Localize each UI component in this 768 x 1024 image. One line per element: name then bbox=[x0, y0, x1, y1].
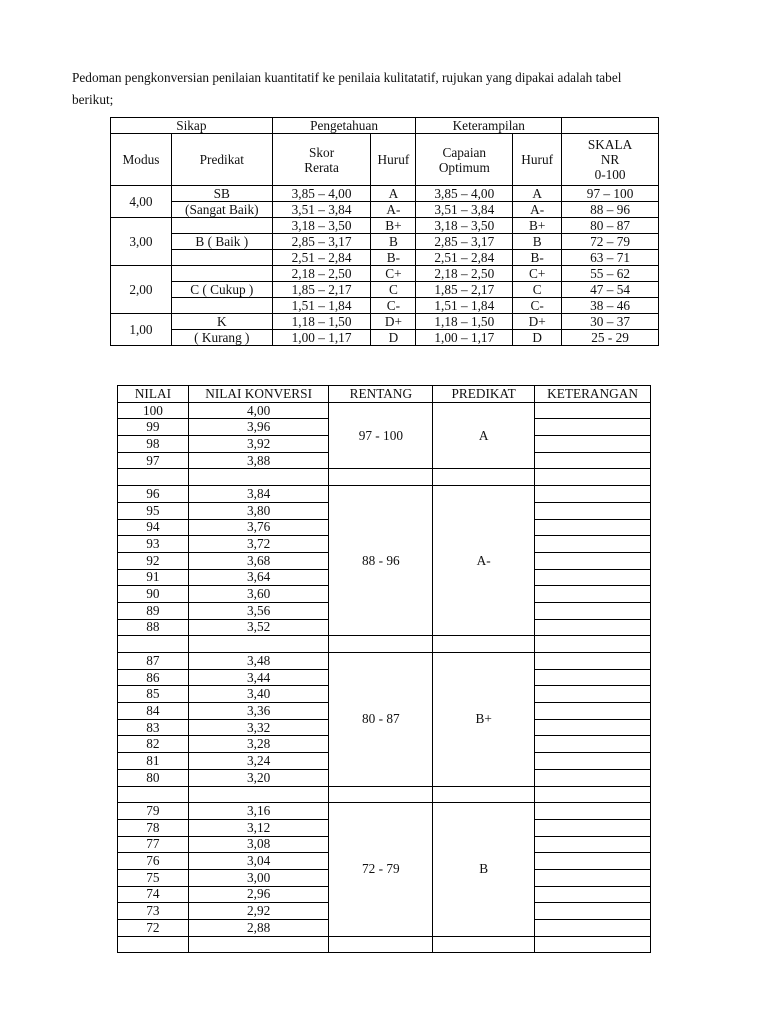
predikat-header: PREDIKAT bbox=[433, 386, 535, 403]
optimum-label: Optimum bbox=[438, 159, 490, 175]
predikat-cell: A bbox=[433, 402, 535, 469]
skor-rerata-header bbox=[272, 134, 371, 186]
skala-label: SKALA bbox=[587, 137, 633, 152]
huruf-cell: B+ bbox=[371, 218, 416, 234]
nilai-konversi-cell bbox=[188, 786, 329, 803]
skor-cell: 1,18 – 1,50 bbox=[272, 314, 371, 330]
rentang-cell: 97 - 100 bbox=[329, 402, 433, 469]
keterangan-cell bbox=[535, 786, 651, 803]
huruf-cell: A- bbox=[371, 202, 416, 218]
rentang-cell bbox=[329, 636, 433, 653]
nilai-konversi-cell: 3,44 bbox=[188, 669, 329, 686]
capaian-cell: 1,85 – 2,17 bbox=[416, 282, 513, 298]
nilai-cell: 72 bbox=[118, 920, 189, 937]
keterangan-cell bbox=[535, 769, 651, 786]
huruf-cell: A bbox=[371, 186, 416, 202]
keterangan-cell bbox=[535, 753, 651, 770]
nilai-konversi-cell: 3,28 bbox=[188, 736, 329, 753]
nilai-konversi-cell: 3,60 bbox=[188, 586, 329, 603]
keterangan-cell bbox=[535, 703, 651, 720]
nilai-konversi-header: NILAI KONVERSI bbox=[188, 386, 329, 403]
nilai-konversi-cell: 3,56 bbox=[188, 602, 329, 619]
keterangan-cell bbox=[535, 402, 651, 419]
nilai-cell: 92 bbox=[118, 552, 189, 569]
nilai-konversi-cell bbox=[188, 936, 329, 953]
huruf-keterampilan-cell: C+ bbox=[513, 266, 562, 282]
predikat-cell bbox=[171, 298, 272, 314]
huruf-keterampilan-cell: C- bbox=[513, 298, 562, 314]
keterangan-cell bbox=[535, 819, 651, 836]
nilai-cell: 83 bbox=[118, 719, 189, 736]
huruf-keterampilan-cell: C bbox=[513, 282, 562, 298]
capaian-cell: 1,18 – 1,50 bbox=[416, 314, 513, 330]
rerata-label: Rerata bbox=[304, 159, 339, 175]
rentang-cell bbox=[329, 469, 433, 486]
nilai-cell: 77 bbox=[118, 836, 189, 853]
nilai-cell: 89 bbox=[118, 602, 189, 619]
skor-cell: 1,00 – 1,17 bbox=[272, 330, 371, 346]
keterangan-cell bbox=[535, 586, 651, 603]
keterangan-cell bbox=[535, 636, 651, 653]
nilai-konversi-cell bbox=[188, 469, 329, 486]
nilai-cell: 96 bbox=[118, 486, 189, 503]
conversion-row bbox=[118, 653, 651, 670]
nilai-konversi-cell: 3,72 bbox=[188, 536, 329, 553]
sikap-header: Sikap bbox=[111, 118, 273, 134]
huruf-cell: B bbox=[371, 234, 416, 250]
nilai-cell: 76 bbox=[118, 853, 189, 870]
rentang-cell bbox=[329, 786, 433, 803]
nilai-konversi-cell: 3,04 bbox=[188, 853, 329, 870]
keterangan-cell bbox=[535, 886, 651, 903]
nilai-cell: 94 bbox=[118, 519, 189, 536]
nilai-konversi-cell: 3,92 bbox=[188, 436, 329, 453]
nilai-cell: 75 bbox=[118, 869, 189, 886]
nilai-cell: 87 bbox=[118, 653, 189, 670]
keterangan-cell bbox=[535, 486, 651, 503]
keterangan-cell bbox=[535, 653, 651, 670]
guideline-row bbox=[111, 314, 659, 330]
keterangan-cell bbox=[535, 719, 651, 736]
skala-cell: 55 – 62 bbox=[562, 266, 659, 282]
keterangan-cell bbox=[535, 686, 651, 703]
predikat-cell bbox=[171, 266, 272, 282]
pengetahuan-header: Pengetahuan bbox=[272, 118, 416, 134]
conversion-row bbox=[118, 486, 651, 503]
skala-cell: 63 – 71 bbox=[562, 250, 659, 266]
keterangan-cell bbox=[535, 536, 651, 553]
nilai-konversi-cell: 2,88 bbox=[188, 920, 329, 937]
nilai-cell: 85 bbox=[118, 686, 189, 703]
capaian-cell: 1,00 – 1,17 bbox=[416, 330, 513, 346]
predikat-cell bbox=[433, 786, 535, 803]
modus-cell: 2,00 bbox=[111, 266, 172, 314]
nilai-cell: 91 bbox=[118, 569, 189, 586]
nilai-cell bbox=[118, 636, 189, 653]
nilai-cell: 74 bbox=[118, 886, 189, 903]
skala-cell: 47 – 54 bbox=[562, 282, 659, 298]
keterangan-cell bbox=[535, 836, 651, 853]
nilai-cell: 78 bbox=[118, 819, 189, 836]
keterangan-cell bbox=[535, 519, 651, 536]
predikat-cell: B+ bbox=[433, 653, 535, 787]
nilai-konversi-cell: 3,88 bbox=[188, 452, 329, 469]
skala-header bbox=[562, 134, 659, 186]
huruf-keterampilan-cell: D bbox=[513, 330, 562, 346]
modus-cell: 1,00 bbox=[111, 314, 172, 346]
capaian-label: Capaian bbox=[442, 144, 487, 160]
capaian-cell: 2,85 – 3,17 bbox=[416, 234, 513, 250]
predikat-cell: (Sangat Baik) bbox=[171, 202, 272, 218]
nilai-cell bbox=[118, 936, 189, 953]
predikat-cell bbox=[433, 469, 535, 486]
skala-cell: 25 - 29 bbox=[562, 330, 659, 346]
capaian-cell: 3,18 – 3,50 bbox=[416, 218, 513, 234]
skor-cell: 2,18 – 2,50 bbox=[272, 266, 371, 282]
intro-paragraph bbox=[72, 67, 702, 111]
nilai-cell: 73 bbox=[118, 903, 189, 920]
skala-cell: 72 – 79 bbox=[562, 234, 659, 250]
huruf-header: Huruf bbox=[371, 134, 416, 186]
keterangan-cell bbox=[535, 903, 651, 920]
keterangan-cell bbox=[535, 436, 651, 453]
keterangan-cell bbox=[535, 619, 651, 636]
nilai-header: NILAI bbox=[118, 386, 189, 403]
rentang-cell bbox=[329, 936, 433, 953]
nilai-konversi-cell: 3,96 bbox=[188, 419, 329, 436]
skor-cell: 3,18 – 3,50 bbox=[272, 218, 371, 234]
guideline-row bbox=[111, 266, 659, 282]
guideline-table-body bbox=[111, 186, 659, 346]
keterangan-cell bbox=[535, 469, 651, 486]
keterangan-cell bbox=[535, 452, 651, 469]
skor-cell: 2,51 – 2,84 bbox=[272, 250, 371, 266]
nilai-konversi-cell: 3,36 bbox=[188, 703, 329, 720]
skor-label: Skor bbox=[309, 144, 335, 160]
keterangan-header: KETERANGAN bbox=[535, 386, 651, 403]
predikat-cell: K bbox=[171, 314, 272, 330]
nilai-cell: 81 bbox=[118, 753, 189, 770]
nilai-cell: 84 bbox=[118, 703, 189, 720]
conversion-row bbox=[118, 803, 651, 820]
nr-label: NR bbox=[600, 152, 620, 167]
predikat-cell bbox=[433, 936, 535, 953]
nilai-konversi-cell: 3,16 bbox=[188, 803, 329, 820]
skala-header-top bbox=[562, 118, 659, 134]
nilai-konversi-cell: 2,92 bbox=[188, 903, 329, 920]
huruf-keterampilan-cell: A- bbox=[513, 202, 562, 218]
conversion-table bbox=[117, 385, 651, 953]
nilai-cell: 79 bbox=[118, 803, 189, 820]
capaian-cell: 1,51 – 1,84 bbox=[416, 298, 513, 314]
huruf-keterampilan-header: Huruf bbox=[513, 134, 562, 186]
keterangan-cell bbox=[535, 936, 651, 953]
guideline-row bbox=[111, 330, 659, 346]
nilai-cell: 95 bbox=[118, 502, 189, 519]
keterampilan-header: Keterampilan bbox=[416, 118, 562, 134]
nilai-cell: 86 bbox=[118, 669, 189, 686]
nilai-cell: 90 bbox=[118, 586, 189, 603]
skala-cell: 97 – 100 bbox=[562, 186, 659, 202]
modus-cell: 4,00 bbox=[111, 186, 172, 218]
nilai-konversi-cell: 3,08 bbox=[188, 836, 329, 853]
nilai-konversi-cell: 3,48 bbox=[188, 653, 329, 670]
huruf-keterampilan-cell: B bbox=[513, 234, 562, 250]
huruf-cell: C- bbox=[371, 298, 416, 314]
guideline-row bbox=[111, 202, 659, 218]
skala-cell: 88 – 96 bbox=[562, 202, 659, 218]
intro-line-1: Pedoman pengkonversian penilaian kuantitatif ke penilaia kulitatatif, rujukan yang dipakai adalah tabel bbox=[72, 70, 622, 85]
predikat-cell bbox=[433, 636, 535, 653]
keterangan-cell bbox=[535, 920, 651, 937]
nilai-cell: 80 bbox=[118, 769, 189, 786]
skor-cell: 1,85 – 2,17 bbox=[272, 282, 371, 298]
nilai-konversi-cell: 3,20 bbox=[188, 769, 329, 786]
keterangan-cell bbox=[535, 602, 651, 619]
skor-cell: 3,51 – 3,84 bbox=[272, 202, 371, 218]
nilai-konversi-cell: 3,00 bbox=[188, 869, 329, 886]
nilai-cell: 99 bbox=[118, 419, 189, 436]
predikat-cell bbox=[171, 218, 272, 234]
guideline-row bbox=[111, 234, 659, 250]
keterangan-cell bbox=[535, 853, 651, 870]
skala-cell: 80 – 87 bbox=[562, 218, 659, 234]
rentang-header: RENTANG bbox=[329, 386, 433, 403]
nilai-konversi-cell: 3,84 bbox=[188, 486, 329, 503]
nilai-cell bbox=[118, 786, 189, 803]
predikat-cell: ( Kurang ) bbox=[171, 330, 272, 346]
conversion-row bbox=[118, 936, 651, 953]
conversion-row bbox=[118, 402, 651, 419]
guideline-row bbox=[111, 298, 659, 314]
rentang-cell: 88 - 96 bbox=[329, 486, 433, 636]
huruf-cell: D+ bbox=[371, 314, 416, 330]
huruf-keterampilan-cell: B+ bbox=[513, 218, 562, 234]
skala-cell: 38 – 46 bbox=[562, 298, 659, 314]
keterangan-cell bbox=[535, 869, 651, 886]
predikat-cell bbox=[171, 250, 272, 266]
rentang-cell: 80 - 87 bbox=[329, 653, 433, 787]
nilai-cell: 98 bbox=[118, 436, 189, 453]
capaian-optimum-header bbox=[416, 134, 513, 186]
nilai-konversi-cell: 3,12 bbox=[188, 819, 329, 836]
nilai-cell: 97 bbox=[118, 452, 189, 469]
huruf-cell: B- bbox=[371, 250, 416, 266]
capaian-cell: 3,51 – 3,84 bbox=[416, 202, 513, 218]
conversion-row bbox=[118, 636, 651, 653]
guideline-row bbox=[111, 250, 659, 266]
capaian-cell: 2,18 – 2,50 bbox=[416, 266, 513, 282]
keterangan-cell bbox=[535, 502, 651, 519]
grading-guideline-table bbox=[110, 117, 659, 346]
modus-header: Modus bbox=[111, 134, 172, 186]
predikat-cell: A- bbox=[433, 486, 535, 636]
skor-cell: 2,85 – 3,17 bbox=[272, 234, 371, 250]
keterangan-cell bbox=[535, 669, 651, 686]
modus-cell: 3,00 bbox=[111, 218, 172, 266]
capaian-cell: 3,85 – 4,00 bbox=[416, 186, 513, 202]
nilai-konversi-cell: 3,76 bbox=[188, 519, 329, 536]
huruf-cell: C+ bbox=[371, 266, 416, 282]
nilai-konversi-cell: 4,00 bbox=[188, 402, 329, 419]
guideline-row bbox=[111, 218, 659, 234]
predikat-header: Predikat bbox=[171, 134, 272, 186]
nilai-konversi-cell: 3,80 bbox=[188, 502, 329, 519]
conversion-row bbox=[118, 469, 651, 486]
huruf-keterampilan-cell: A bbox=[513, 186, 562, 202]
conversion-table-body bbox=[118, 402, 651, 953]
predikat-cell: B bbox=[433, 803, 535, 937]
nilai-cell: 100 bbox=[118, 402, 189, 419]
nilai-konversi-cell: 2,96 bbox=[188, 886, 329, 903]
conversion-row bbox=[118, 786, 651, 803]
skala-cell: 30 – 37 bbox=[562, 314, 659, 330]
keterangan-cell bbox=[535, 552, 651, 569]
predikat-cell: C ( Cukup ) bbox=[171, 282, 272, 298]
intro-line-2: berikut; bbox=[72, 92, 114, 107]
guideline-row bbox=[111, 186, 659, 202]
capaian-cell: 2,51 – 2,84 bbox=[416, 250, 513, 266]
huruf-cell: D bbox=[371, 330, 416, 346]
predikat-cell: B ( Baik ) bbox=[171, 234, 272, 250]
predikat-cell: SB bbox=[171, 186, 272, 202]
skor-cell: 1,51 – 1,84 bbox=[272, 298, 371, 314]
nilai-konversi-cell: 3,68 bbox=[188, 552, 329, 569]
nilai-cell bbox=[118, 469, 189, 486]
skor-cell: 3,85 – 4,00 bbox=[272, 186, 371, 202]
nilai-konversi-cell bbox=[188, 636, 329, 653]
nilai-konversi-cell: 3,24 bbox=[188, 753, 329, 770]
nilai-konversi-cell: 3,64 bbox=[188, 569, 329, 586]
guideline-row bbox=[111, 282, 659, 298]
huruf-cell: C bbox=[371, 282, 416, 298]
keterangan-cell bbox=[535, 736, 651, 753]
huruf-keterampilan-cell: B- bbox=[513, 250, 562, 266]
nilai-cell: 88 bbox=[118, 619, 189, 636]
keterangan-cell bbox=[535, 569, 651, 586]
nilai-cell: 82 bbox=[118, 736, 189, 753]
rentang-cell: 72 - 79 bbox=[329, 803, 433, 937]
huruf-keterampilan-cell: D+ bbox=[513, 314, 562, 330]
keterangan-cell bbox=[535, 803, 651, 820]
nilai-konversi-cell: 3,52 bbox=[188, 619, 329, 636]
range-label: 0-100 bbox=[594, 167, 626, 182]
keterangan-cell bbox=[535, 419, 651, 436]
nilai-cell: 93 bbox=[118, 536, 189, 553]
nilai-konversi-cell: 3,40 bbox=[188, 686, 329, 703]
nilai-konversi-cell: 3,32 bbox=[188, 719, 329, 736]
